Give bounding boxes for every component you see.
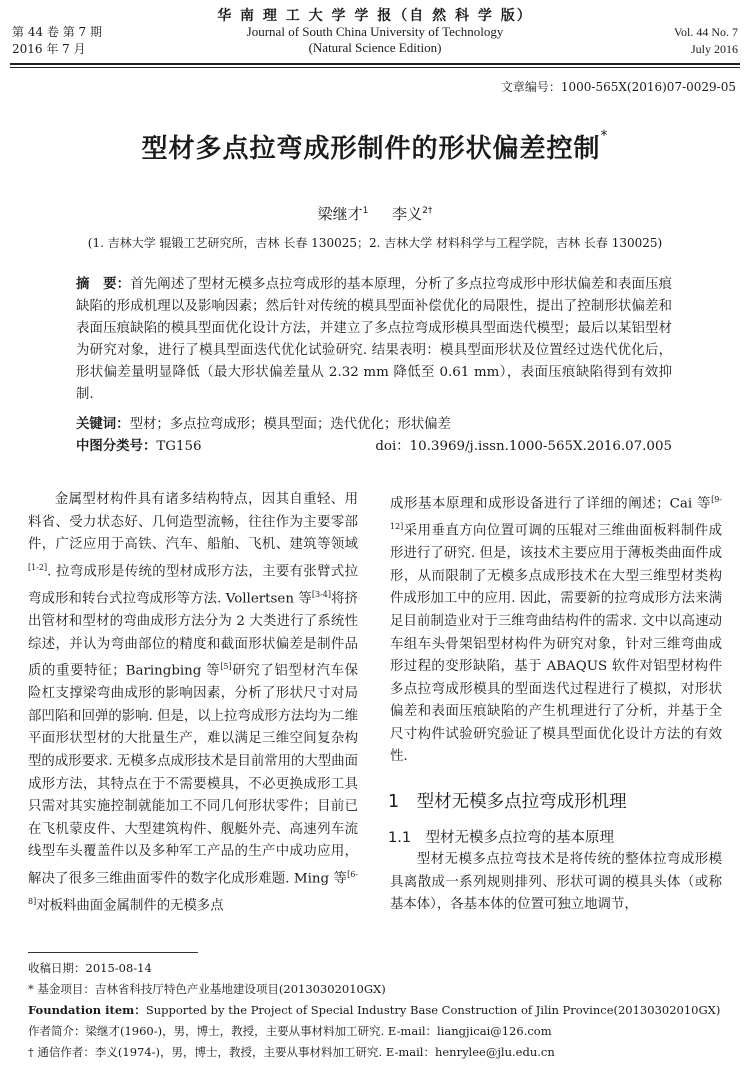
right-text-2: 采用垂直方向位置可调的压辊对三维曲面板料制件成形进行了研究. 但是，该技术主要应用于薄板类曲面件成形，从而限制了无模多点成形技术在大型三维型材类构件成形加工中的应用. 因此，需要新的拉弯成形方法来满足目前制造业对于三维弯曲结构件的需求. 文中以高速动车组车头骨架铝型材构件为研究对象，针对三维弯曲成形过程的变形缺陷，基于 ABAQUS 软件对铝型材构件多点拉弯成形模具的型面迭代过程进行了模拟，对形状偏差和表面压痕缺陷的产生机理进行了分析，并基于全尺寸构件试验研究验证了模具型面优化设计方法的有效性. [390,523,722,765]
fund-cn: * 基金项目：吉林省科技厅特色产业基地建设项目(20130302010GX) [28,982,386,996]
left-text-1: 金属型材构件具有诸多结构特点，因其自重轻、用料省、受力状态好、几何造型流畅，往往作为主要零部件，广泛应用于高铁、汽车、船舶、飞机、建筑等领域 [28,492,358,553]
classification-value: TG156 [156,439,202,454]
title-text: 型材多点拉弯成形制件的形状偏差控制 [141,134,601,164]
doi: doi：10.3969/j.issn.1000-565X.2016.07.005 [375,439,672,454]
fund-en [28,1000,728,1021]
left-text-5: 对板料曲面金属制件的无模多点 [36,898,224,914]
body-right-column-2: 型材无模多点拉弯技术是将传统的整体拉弯成形模具离散成一系列规则排列、形状可调的模具头体（或称基本体），各基本体的位置可独立地调节， [390,852,722,913]
journal-name [180,8,570,56]
article-number: 文章编号：1000-565X(2016)07-0029-05 [500,80,736,94]
publication-date: 2016 年 7 月 [12,42,86,56]
citation-3[interactable]: [5] [220,662,232,672]
section-heading-1: 1 型材无模多点拉弯成形机理 [388,792,627,812]
author-2-affil: 2† [422,206,433,216]
author-1: 梁继才 [317,205,363,223]
citation-5[interactable]: [9-12] [390,495,722,532]
header-rule [10,63,740,65]
header-rule-thin [10,67,740,68]
classification-label: 中图分类号： [76,439,157,454]
author-2: 李义 [392,205,423,223]
keywords-text: 型材；多点拉弯成形；模具型面；迭代优化；形状偏差 [129,417,451,432]
journal-edition-en: (Natural Science Edition) [308,40,442,55]
abstract-label: 摘 要： [76,277,131,292]
citation-1[interactable]: [1-2] [28,562,48,572]
author-1-affil: 1 [362,206,369,216]
section-heading-1-1: 1.1 型材无模多点拉弯的基本原理 [388,830,615,846]
paper-title [0,128,750,165]
body-left-column [28,489,358,918]
journal-name-cn: 华 南 理 工 大 学 学 报（自 然 科 学 版） [217,8,533,24]
keywords-label: 关键词： [76,417,130,432]
footnotes [28,958,728,1063]
corresponding-author: † 通信作者：李义(1974-)，男，博士，教授，主要从事材料加工研究. E-mail：henrylee@jlu.edu.cn [28,1045,555,1059]
abstract-text: 首先阐述了型材无模多点拉弯成形的基本原理，分析了多点拉弯成形中形状偏差和表面压痕缺陷的形成机理以及影响因素；然后针对传统的模具型面补偿优化的局限性，提出了控制形状偏差和表面压痕缺陷的模具型面优化设计方法，并建立了多点拉弯成形模具型面迭代模型；最后以某铝型材为研究对象，进行了模具型面迭代优化试验研究. 结果表明：模具型面形状及位置经过迭代优化后，形状偏差量明显降低（最大形状偏差量从 2.32 mm 降低至 0.61 mm），表面压痕缺陷得到有效抑制. [76,277,673,402]
journal-volume-info-en [674,24,738,58]
citation-2[interactable]: [3-4] [311,589,331,599]
left-text-2: . 拉弯成形是传统的型材成形方法，主要有张臂式拉弯成形和转台式拉弯成形等方法. Vollertsen 等 [28,564,358,607]
volume-issue: 第 44 卷 第 7 期 [12,25,102,39]
volume-issue-en: Vol. 44 No. 7 [673,25,738,39]
fund-en-text: Supported by the Project of Special Industry Base Construction of Jilin Province(20130302010GX) [145,1003,721,1017]
left-text-3: 将挤出管材和型材的弯曲成形方法分为 2 大类进行了系统性综述，并认为弯曲部位的精度和截面形状偏差是制件品质的重要特征；Baringbing 等 [28,591,359,679]
author-bio: 作者简介：梁继才(1960-)，男，博士，教授，主要从事材料加工研究. E-mail：liangjicai@126.com [28,1024,552,1038]
left-text-4: 研究了铝型材汽车保险杠支撑梁弯曲成形的影响因素，分析了形状尺寸对局部凹陷和回弹的影响. 但是，以上拉弯成形方法均为二维平面形状型材的大批量生产，难以满足三维空间复杂构型的成形要求. 无模多点成形技术是目前常用的大型曲面成形方法，其特点在于不需要模具，不必更换成形工具只需对其实施控制就能加工不同几何形状零件；目前已在飞机蒙皮件、大型建筑构件、舰艇外壳、高速列车流线型车头覆盖件以及多种军工产品的生产中成功应用，解决了很多三维曲面零件的数字化成形难题. Ming 等 [28,663,358,887]
publication-date-en: July 2016 [690,42,738,56]
journal-name-en: Journal of South China University of Technology [246,24,504,39]
received-date: 收稿日期：2015-08-14 [28,961,152,975]
citation-4[interactable]: [6-8] [28,869,358,906]
keywords [76,414,672,436]
journal-volume-info [12,24,102,58]
fund-en-label: Foundation item： [28,1003,146,1017]
right-text-1: 成形基本原理和成形设备进行了详细的阐述；Cai 等 [390,496,712,512]
affiliations: (1. 吉林大学 辊锻工艺研究所，吉林 长春 130025；2. 吉林大学 材料科学与工程学院，吉林 长春 130025) [87,236,663,250]
body-right-column [390,489,722,769]
abstract [76,274,672,406]
classification-line [76,436,672,458]
title-footnote-mark: * [600,128,609,144]
footnote-rule [28,952,198,953]
author-list [0,203,750,224]
